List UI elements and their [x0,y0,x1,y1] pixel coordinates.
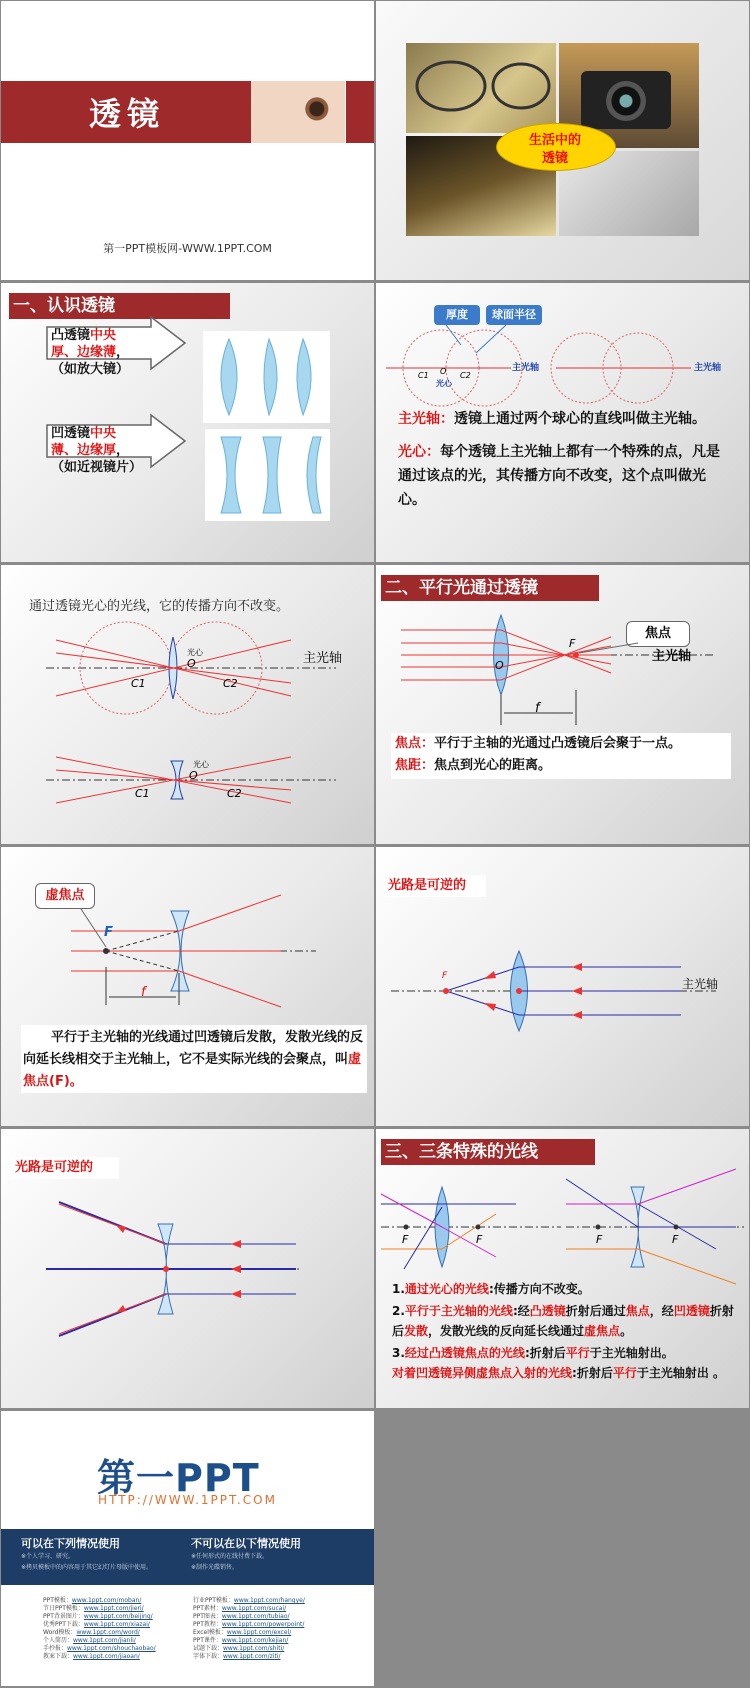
o-label: O [440,367,447,376]
f-label-4: F [672,1233,679,1246]
title-band-right [346,81,374,143]
bubble-line1: 生活中的 [528,133,581,148]
focal-length-term: 焦距： [395,758,435,773]
title-text: 透镜 [89,95,166,133]
slide-life-lenses[interactable] [376,1,749,280]
optical-center-term: 光心： [398,444,440,460]
concave-comma: ， [116,443,130,458]
slide-parallel-light[interactable] [376,565,749,844]
camera-lens-icon [606,81,646,121]
rule-1 [392,1279,742,1299]
link-row[interactable]: 手抄报：www.1ppt.com/shouchaobao/ [43,1645,156,1652]
tag-radius: 球面半径 [486,305,542,325]
virtual-focus-description [23,1027,365,1093]
rule-1-text: :传播方向不改变。 [488,1282,590,1296]
rule-4-term: 对着凹透镜异侧虚焦点入射的光线 [392,1366,573,1380]
tag-thickness: 厚度 [434,305,480,325]
f-label: F [442,971,448,981]
link-row[interactable]: 行业PPT模板：www.1ppt.com/hangye/ [193,1597,305,1604]
rule-1-term: 通过光心的光线 [404,1282,489,1296]
focal-length-definition [395,755,730,777]
link-row[interactable]: PPT模板：www.1ppt.com/moban/ [43,1597,142,1604]
section-heading: 一、认识透镜 [9,293,230,319]
slide-reversible-concave[interactable] [1,1129,374,1408]
footer-text: 第一PPT模板网-WWW.1PPT.COM [103,242,272,255]
cannot-title: 不可以在以下情况使用 [191,1537,301,1550]
slide-principal-axis[interactable] [376,283,749,562]
rule-2-virtual-focus: 虚焦点 [584,1324,621,1338]
link-row[interactable]: 个人简历：www.1ppt.com/jianli/ [43,1637,136,1644]
virtual-focus-term: 虚焦点(F)。 [23,1052,362,1089]
section-heading: 二、平行光通过透镜 [381,575,599,601]
axis-label: 主光轴 [682,977,719,991]
can-title: 可以在下列情况使用 [21,1537,120,1550]
rule-2-diverge: 发散 [404,1324,429,1338]
slide-title[interactable] [1,1,374,280]
link-row[interactable]: 优秀PPT下载：www.1ppt.com/xiazai/ [43,1621,150,1628]
concave-center-word: 中央 [90,426,117,441]
rule-3 [392,1343,742,1363]
focus-definition [395,733,730,755]
link-row[interactable]: 教案下载：www.1ppt.com/jiaoan/ [43,1653,140,1660]
f-label-2: F [476,1233,483,1246]
principal-axis-definition [398,407,733,431]
can-item-2: ※拷贝模板中的内容用于其它幻灯片母版中使用。 [21,1564,153,1571]
rule-3-text-a: :折射后 [524,1346,566,1360]
virtual-focus-tag: 虚焦点 [35,883,95,909]
links-left [43,1597,193,1661]
concave-label: 凹透镜 [51,426,91,441]
rule-3-num: 3. [392,1346,405,1360]
rule-2-focus: 焦点 [625,1304,650,1318]
rule-3-term: 经过凸透镜焦点的光线 [404,1346,525,1360]
child-eye-photo [251,81,345,143]
focus-tag: 焦点 [626,621,690,647]
rule-2-num: 2. [392,1304,405,1318]
slide-know-lenses[interactable] [1,283,374,562]
rule-2-text-c: ，经 [649,1304,674,1318]
rule-4 [392,1363,747,1383]
f-label-1: F [402,1233,409,1246]
link-row[interactable]: PPT课件：www.1ppt.com/kejian/ [193,1637,289,1644]
section-heading: 三、三条特殊的光线 [381,1139,595,1165]
cannot-item-2: ※制作光碟销售。 [191,1564,239,1571]
brand-url: HTTP://WWW.1PPT.COM [98,1493,277,1507]
rule-2-text-a: :经 [512,1304,530,1318]
reversible-heading: 光路是可逆的 [11,1157,119,1179]
convex-focus-diagram [376,565,749,844]
link-row[interactable]: PPT教程：www.1ppt.com/powerpoint/ [193,1621,305,1628]
rule-2-term: 平行于主光轴的光线 [404,1304,513,1318]
slide-end[interactable] [1,1411,374,1686]
rule-3-text-b: 于主光轴射出。 [589,1346,674,1360]
links-right [193,1597,363,1661]
center-rays-diagram [1,565,374,844]
rule-2-text-b: 折射后通过 [565,1304,626,1318]
rule-4-text-b: 于主光轴射出 。 [636,1366,726,1380]
optical-center-definition [398,440,728,512]
rule-2-concave: 凹透镜 [673,1304,710,1318]
cannot-item-1: ※任何形式的在线付费下载。 [191,1553,269,1560]
link-row[interactable]: Excel模板：www.1ppt.com/excel/ [193,1629,292,1636]
concave-feature: 薄、边缘厚 [51,443,117,458]
center-label-1: 光心 [187,648,203,657]
rule-3-parallel: 平行 [565,1346,590,1360]
virtual-focus-text: 平行于主光轴的光线通过凹透镜后发散，发散光线的反向延长线相交于主光轴上，它不是实际光线的会聚点，叫 [23,1030,364,1067]
slide-special-rays[interactable] [376,1129,749,1408]
focal-distance-label: f [141,985,146,1000]
link-row[interactable]: PPT背景图片：www.1ppt.com/beijing/ [43,1613,153,1620]
center-label-2: 光心 [193,760,209,769]
rule-4-text-a: :折射后 [572,1366,613,1380]
axis-label-1: 主光轴 [512,363,540,373]
rule-4-parallel: 平行 [612,1366,637,1380]
c2-label-b: C2 [227,787,242,800]
principal-axis-text: 透镜上通过两个球心的直线叫做主光轴。 [454,411,706,427]
can-item-1: ※个人学习、研究。 [21,1553,75,1560]
reversible-heading: 光路是可逆的 [384,875,486,897]
reversible-concave-diagram [1,1129,374,1408]
bubble-line2: 透镜 [541,151,568,166]
link-row[interactable]: Word模板：www.1ppt.com/word/ [43,1629,140,1636]
logo-ppt: PPT [175,1456,260,1500]
o-label: O [495,659,504,672]
f-label: F [104,925,113,940]
link-row[interactable]: 节日PPT模板：www.1ppt.com/jieri/ [43,1605,144,1612]
convex-comma: ， [116,345,130,360]
convex-label: 凸透镜 [51,328,91,343]
focus-term: 焦点： [395,736,435,751]
rule-2-text-e: ，发散光线的反向延长线通过 [428,1324,585,1338]
axis-label: 主光轴 [303,651,343,666]
center-label: 光心 [436,379,452,388]
o-label-2: O [189,769,198,782]
principal-axis-term: 主光轴： [398,411,454,427]
c1-label-b: C1 [135,787,150,800]
convex-feature: 厚、边缘薄 [51,345,117,360]
c2-label-a: C2 [223,677,238,690]
lens-shapes [1,283,374,562]
slide-reversible-convex[interactable] [376,847,749,1126]
o-label-1: O [187,657,196,670]
convex-center-word: 中央 [90,328,117,343]
caption: 通过透镜光心的光线，它的传播方向不改变。 [29,599,290,614]
convex-example: （如放大镜） [51,362,130,377]
axis-label: 主光轴 [652,649,692,664]
focal-distance-label: f [535,701,540,716]
link-row[interactable]: 字体下载：www.1ppt.com/ziti/ [193,1653,281,1660]
logo-chinese: 第一 [97,1456,176,1500]
rule-2 [392,1301,742,1341]
link-row[interactable]: 试题下载：www.1ppt.com/shiti/ [193,1645,285,1652]
optical-center-text: 每个透镜上主光轴上都有一个特殊的点，凡是通过该点的光，其传播方向不改变，这个点叫做光心。 [398,444,720,508]
link-row[interactable]: PPT素材：www.1ppt.com/sucai/ [193,1605,287,1612]
axis-label-2: 主光轴 [694,363,722,373]
link-row[interactable]: PPT图表：www.1ppt.com/tubiao/ [193,1613,290,1620]
slide-virtual-focus[interactable] [1,847,374,1126]
focal-length-text: 焦点到光心的距离。 [434,758,552,773]
c2-label: C2 [460,371,471,380]
c1-label: C1 [418,371,429,380]
focus-text: 平行于主轴的光通过凸透镜后会聚于一点。 [434,736,682,751]
f-label-3: F [596,1233,603,1246]
rule-2-text-d: 折射后 [392,1304,734,1338]
c1-label-a: C1 [131,677,146,690]
rule-2-convex: 凸透镜 [529,1304,566,1318]
concave-example: （如近视镜片） [51,460,143,475]
slide-center-rays[interactable] [1,565,374,844]
rule-1-num: 1. [392,1282,405,1296]
rule-2-period: 。 [620,1324,633,1338]
f-label: F [569,637,576,650]
